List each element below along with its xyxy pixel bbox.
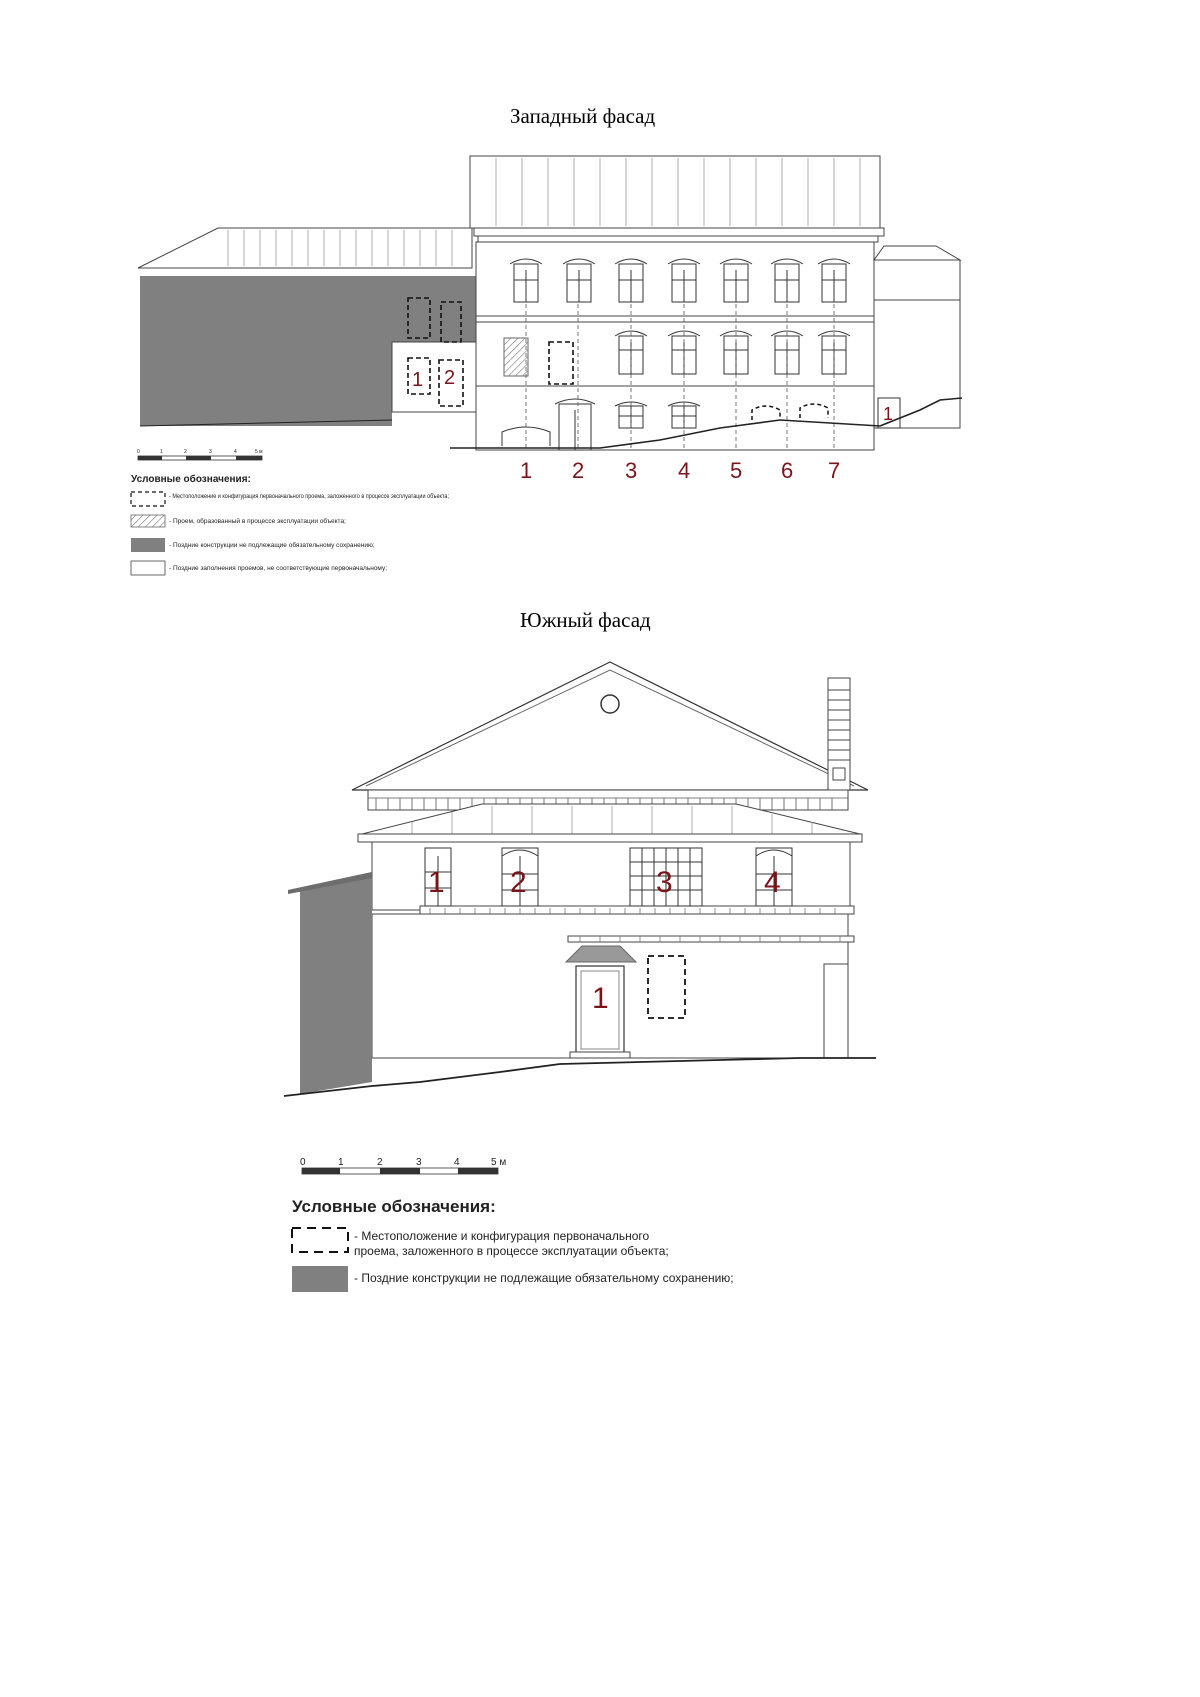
scale-tick: 5 м — [491, 1157, 507, 1168]
scale-tick: 5 м — [255, 449, 263, 455]
legend-heading: Условные обозначения: — [131, 474, 251, 485]
scale-tick: 4 — [454, 1157, 460, 1168]
west-annex-roof — [138, 228, 472, 268]
scale-tick: 1 — [160, 449, 163, 455]
south-late-construction — [288, 872, 372, 1094]
scale-tick: 1 — [338, 1157, 344, 1168]
legend-heading: Условные обозначения: — [292, 1197, 496, 1216]
legend-item: - Поздние конструкции не подлежащие обязательному сохранению; — [169, 542, 375, 549]
axis-label: 5 — [730, 458, 743, 483]
axis-label: 4 — [678, 458, 691, 483]
south-facade-title: Южный фасад — [520, 608, 651, 632]
west-axis-labels — [520, 458, 840, 483]
south-ground-line — [284, 1058, 876, 1096]
legend-item: - Местоположение и конфигурация первоначального — [354, 1229, 650, 1243]
legend-item: проема, заложенного в процессе эксплуатации объекта; — [354, 1244, 669, 1258]
window-label: 3 — [656, 866, 673, 899]
axis-label: 1 — [520, 458, 533, 483]
west-scale-bar — [137, 449, 263, 460]
scale-tick: 3 — [416, 1157, 422, 1168]
opening-label: 1 — [883, 404, 894, 424]
scale-tick: 4 — [234, 449, 237, 455]
west-main-roof — [470, 156, 884, 242]
west-late-construction-upper — [392, 276, 476, 342]
west-facade-drawing — [138, 156, 962, 450]
scale-tick: 0 — [137, 449, 140, 455]
opening-label: 1 — [412, 369, 424, 391]
door-label: 1 — [592, 982, 609, 1015]
axis-label: 2 — [572, 458, 585, 483]
axis-label: 3 — [625, 458, 638, 483]
window-label: 2 — [510, 866, 527, 899]
scale-tick: 3 — [209, 449, 212, 455]
window-label: 4 — [764, 866, 781, 899]
legend-item: - Проем, образованный в процессе эксплуатации объекта; — [169, 518, 346, 525]
legend-item: - Поздние заполнения проемов, не соответствующие первоначальному; — [169, 565, 388, 572]
axis-label: 6 — [781, 458, 794, 483]
legend-item: - Поздние конструкции не подлежащие обязательному сохранению; — [354, 1271, 734, 1285]
window-label: 1 — [428, 866, 445, 899]
opening-label: 2 — [444, 367, 456, 389]
west-late-construction — [140, 276, 392, 426]
scale-tick: 2 — [377, 1157, 383, 1168]
south-facade-drawing — [284, 662, 876, 1096]
south-pediment — [352, 662, 868, 790]
south-legend — [292, 1197, 734, 1292]
scale-tick: 2 — [184, 449, 187, 455]
legend-item: - Местоположение и конфигурация первоначального проема, заложенного в процессе эксплуатации объекта; — [169, 493, 502, 500]
south-scale-bar — [300, 1157, 506, 1174]
south-chimney — [828, 678, 850, 790]
scale-tick: 0 — [300, 1157, 306, 1168]
axis-label: 7 — [828, 458, 841, 483]
west-facade-title: Западный фасад — [510, 104, 656, 128]
west-legend — [131, 473, 502, 575]
